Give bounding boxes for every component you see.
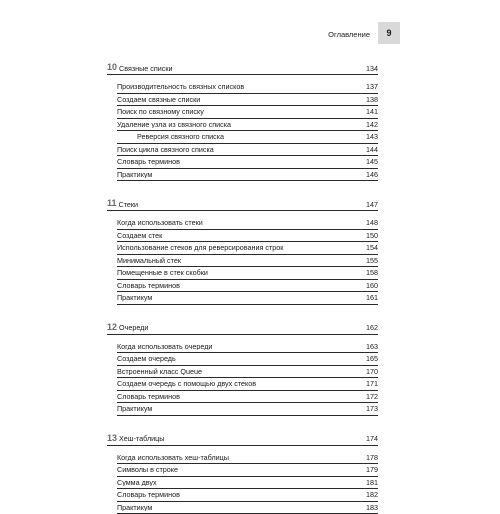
toc-entry-page: 138 xyxy=(366,96,378,103)
chapter-title: Связные списки xyxy=(119,65,362,72)
toc-entry-page: 163 xyxy=(366,343,378,350)
toc-entry-page: 146 xyxy=(366,171,378,178)
toc-entry[interactable] xyxy=(117,81,378,94)
toc-entry[interactable] xyxy=(117,391,378,404)
toc-entry[interactable] xyxy=(117,217,378,230)
toc-entry-page: 179 xyxy=(366,466,378,473)
toc-entry[interactable] xyxy=(117,477,378,490)
toc-entry[interactable] xyxy=(117,119,378,132)
toc-chapter-heading[interactable] xyxy=(107,61,378,75)
toc-entry[interactable] xyxy=(117,255,378,268)
toc-entry[interactable] xyxy=(117,502,378,514)
toc-chapter xyxy=(107,197,378,305)
toc-entry[interactable] xyxy=(117,169,378,182)
toc-entry-title: Практикум xyxy=(117,171,362,178)
toc-entry-page: 150 xyxy=(366,232,378,239)
toc-entry-page: 158 xyxy=(366,269,378,276)
toc-entry-page: 160 xyxy=(366,282,378,289)
toc-entry-page: 142 xyxy=(366,121,378,128)
toc-chapter xyxy=(107,432,378,514)
chapter-page: 162 xyxy=(366,324,378,331)
toc-entry[interactable] xyxy=(117,131,378,144)
toc-entry-page: 141 xyxy=(366,108,378,115)
chapter-number: 12 xyxy=(107,323,117,332)
toc-entry-title: Словарь терминов xyxy=(117,282,362,289)
toc-entry-title: Когда использовать очереди xyxy=(117,343,362,350)
toc-entry[interactable] xyxy=(117,341,378,354)
toc-entry-page: 173 xyxy=(366,405,378,412)
toc-entry-page: 148 xyxy=(366,219,378,226)
toc-chapter-heading[interactable] xyxy=(107,432,378,446)
chapter-title: Хеш-таблицы xyxy=(119,435,362,442)
toc-entry[interactable] xyxy=(117,366,378,379)
toc-entry-title: Сумма двух xyxy=(117,479,362,486)
chapter-number: 10 xyxy=(107,63,117,72)
toc-entry[interactable] xyxy=(117,280,378,293)
toc-entry-title: Когда использовать стеки xyxy=(117,219,362,226)
toc-chapter xyxy=(107,321,378,416)
toc-entry[interactable] xyxy=(117,452,378,465)
toc-entry-page: 178 xyxy=(366,454,378,461)
toc-entry-page: 182 xyxy=(366,491,378,498)
toc-entry-title: Удаление узла из связного списка xyxy=(117,121,362,128)
toc-entry-page: 144 xyxy=(366,146,378,153)
toc-chapter xyxy=(107,61,378,181)
toc-entry-title: Создаем связные списки xyxy=(117,96,362,103)
toc-entry[interactable] xyxy=(117,106,378,119)
toc-entry-title: Практикум xyxy=(117,294,362,301)
toc-entry-page: 170 xyxy=(366,368,378,375)
toc-entry-page: 171 xyxy=(366,380,378,387)
toc-entry-page: 145 xyxy=(366,158,378,165)
toc-entry[interactable] xyxy=(117,403,378,416)
toc-entry-page: 172 xyxy=(366,393,378,400)
toc-chapter-heading[interactable] xyxy=(107,197,378,211)
toc-entry-title: Практикум xyxy=(117,405,362,412)
toc-entry[interactable] xyxy=(117,292,378,305)
toc-entry-title: Словарь терминов xyxy=(117,491,362,498)
toc-entry[interactable] xyxy=(117,94,378,107)
toc-entry-title: Когда использовать хеш-таблицы xyxy=(117,454,362,461)
toc-entry[interactable] xyxy=(117,242,378,255)
toc-entry-title: Использование стеков для реверсирования строк xyxy=(117,244,362,251)
toc-entry[interactable] xyxy=(117,156,378,169)
toc-entry-page: 154 xyxy=(366,244,378,251)
running-header-title: Оглавление xyxy=(328,30,370,39)
toc-entry-title: Поиск по связному списку xyxy=(117,108,362,115)
toc-entry[interactable] xyxy=(117,144,378,157)
toc-chapter-heading[interactable] xyxy=(107,321,378,335)
toc-entry-page: 161 xyxy=(366,294,378,301)
toc-entry-title: Поиск цикла связного списка xyxy=(117,146,362,153)
toc-entry-title: Встроенный класс Queue xyxy=(117,368,362,375)
toc-entry-title: Символы в строке xyxy=(117,466,362,473)
toc-entry-title: Создаем очередь xyxy=(117,355,362,362)
chapter-title: Стеки xyxy=(119,201,362,208)
toc-entry[interactable] xyxy=(117,267,378,280)
chapter-number: 11 xyxy=(107,199,117,208)
chapter-page: 147 xyxy=(366,201,378,208)
toc-entry[interactable] xyxy=(117,378,378,391)
toc-entry-title: Словарь терминов xyxy=(117,393,362,400)
toc-entry-page: 165 xyxy=(366,355,378,362)
toc-entry[interactable] xyxy=(117,230,378,243)
page-number-tab: 9 xyxy=(378,22,400,44)
toc-entry[interactable] xyxy=(117,464,378,477)
toc-entry-title: Производительность связных списков xyxy=(117,83,362,90)
toc-entry[interactable] xyxy=(117,353,378,366)
chapter-page: 174 xyxy=(366,435,378,442)
toc-entry-title: Минимальный стек xyxy=(117,257,362,264)
toc-entry-title: Реверсия связного списка xyxy=(117,133,362,140)
toc-entry-page: 155 xyxy=(366,257,378,264)
toc-entry-title: Создаем стек xyxy=(117,232,362,239)
chapter-page: 134 xyxy=(366,65,378,72)
chapter-number: 13 xyxy=(107,434,117,443)
toc-entry-title: Практикум xyxy=(117,504,362,511)
toc-entry-title: Создаем очередь с помощью двух стеков xyxy=(117,380,362,387)
toc-entry-page: 181 xyxy=(366,479,378,486)
toc-entry-page: 183 xyxy=(366,504,378,511)
toc-entry-page: 143 xyxy=(366,133,378,140)
table-of-contents xyxy=(107,61,378,514)
toc-entry-title: Помещенные в стек скобки xyxy=(117,269,362,276)
toc-entry-title: Словарь терминов xyxy=(117,158,362,165)
toc-entry-page: 137 xyxy=(366,83,378,90)
chapter-title: Очереди xyxy=(119,324,362,331)
